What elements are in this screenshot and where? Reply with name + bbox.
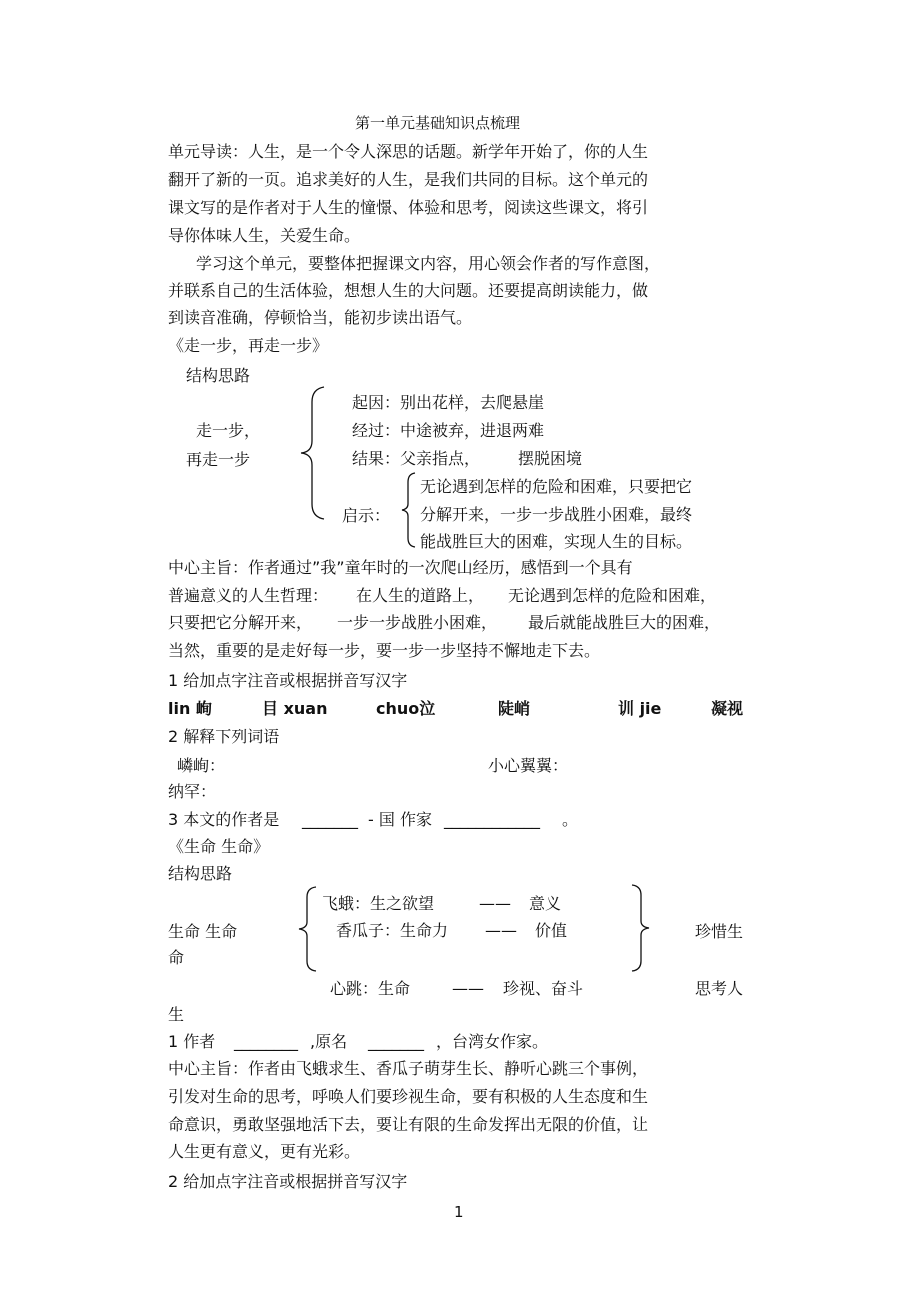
lesson2-row-dash: —— (452, 979, 484, 998)
lesson1-q2-title: 2 解释下列词语 (168, 727, 280, 746)
lesson1-branch-result: 结果：父亲指点， (352, 449, 481, 468)
page-number: 1 (454, 1203, 464, 1221)
lesson1-theme-line: 一步一步战胜小困难， (337, 613, 498, 632)
lesson2-row-dash: —— (485, 921, 517, 940)
page-title: 第一单元基础知识点梳理 (355, 114, 521, 132)
lesson1-main-brace (298, 386, 328, 520)
intro-line: 导你体味人生，关爱生命。 (168, 226, 361, 245)
author-blank[interactable]: _______ (302, 810, 358, 829)
lesson1-insight-line: 无论遇到怎样的危险和困难，只要把它 (420, 477, 693, 496)
author-blank[interactable]: ________ (234, 1032, 298, 1051)
pinyin-item: 训 jie (618, 699, 662, 718)
lesson2-right-text: 珍惜生 (695, 922, 744, 941)
pinyin-item: chuo泣 (376, 699, 436, 718)
lesson2-row-heartbeat: 心跳：生命 (330, 979, 411, 998)
lesson2-row-cherish: 珍视、奋斗 (503, 979, 584, 998)
lesson1-theme-line: 普遍意义的人生哲理： (168, 586, 329, 605)
lesson1-theme-line: 中心主旨：作者通过”我”童年时的一次爬山经历，感悟到一个具有 (168, 558, 633, 577)
lesson2-right-text: 思考人 (695, 979, 744, 998)
lesson2-q2-title: 2 给加点字注音或根据拼音写汉字 (168, 1172, 408, 1191)
lesson1-insight-brace (400, 472, 418, 548)
lesson1-root: 再走一步 (186, 450, 251, 469)
lesson1-structure-label: 结构思路 (186, 366, 251, 385)
lesson2-structure-label: 结构思路 (168, 864, 233, 883)
lesson1-theme-line: 无论遇到怎样的危险和困难， (508, 586, 717, 605)
original-name-blank[interactable]: _______ (368, 1032, 424, 1051)
lesson1-q1-title: 1 给加点字注音或根据拼音写汉字 (168, 671, 408, 690)
lesson2-theme-line: 中心主旨：作者由飞蛾求生、香瓜子萌芽生长、静听心跳三个事例， (168, 1059, 649, 1078)
lesson2-q1-prefix: 1 作者 (168, 1032, 216, 1051)
lesson2-root: 生命 生命 (168, 922, 238, 941)
lesson2-row-dash: —— (479, 894, 511, 913)
lesson1-root: 走一步， (196, 421, 261, 440)
pinyin-item: 凝视 (711, 699, 744, 718)
lesson1-branch-cause: 起因：别出花样，去爬悬崖 (352, 393, 545, 412)
lesson1-insight-line: 能战胜巨大的困难，实现人生的目标。 (420, 532, 693, 551)
intro-line: 学习这个单元，要整体把握课文内容，用心领会作者的写作意图， (196, 254, 661, 273)
pinyin-item: 陡峭 (498, 699, 531, 718)
lesson2-row-seed: 香瓜子：生命力 (336, 921, 449, 940)
lesson2-row-meaning: 意义 (529, 894, 562, 913)
lesson2-theme-line: 命意识，勇敢坚强地活下去，要让有限的生命发挥出无限的价值，让 (168, 1115, 649, 1134)
lesson1-branch-process: 经过：中途被弃，进退两难 (352, 421, 545, 440)
lesson1-branch-result-2: 摆脱困境 (518, 449, 583, 468)
lesson1-theme-line: 只要把它分解开来， (168, 613, 313, 632)
lesson1-insight-label: 启示： (342, 506, 391, 525)
vocab-item: 嶙峋： (177, 756, 226, 775)
lesson2-q1-end: ，台湾女作家。 (436, 1032, 549, 1051)
lesson1-theme-line: 当然，重要的是走好每一步，要一步一步坚持不懈地走下去。 (168, 641, 601, 660)
vocab-item: 小心翼翼： (488, 756, 569, 775)
lesson1-insight-line: 分解开来，一步一步战胜小困难，最终 (420, 505, 693, 524)
lesson2-right-text: 生 (168, 1005, 185, 1024)
lesson1-q3-prefix: 3 本文的作者是 (168, 810, 280, 829)
pinyin-item: lin 峋 (168, 699, 212, 718)
pinyin-item: 目 xuan (262, 699, 328, 718)
lesson2-theme-line: 人生更有意义，更有光彩。 (168, 1142, 361, 1161)
vocab-item: 纳罕： (168, 782, 217, 801)
lesson2-q1-mid: ,原名 (310, 1032, 348, 1051)
lesson2-title: 《生命 生命》 (168, 837, 270, 856)
intro-line: 课文写的是作者对于人生的憧憬、体验和思考，阅读这些课文，将引 (168, 198, 649, 217)
lesson1-theme-line: 最后就能战胜巨大的困难， (528, 613, 721, 632)
intro-line: 翻开了新的一页。追求美好的人生，是我们共同的目标。这个单元的 (168, 170, 649, 189)
lesson1-q3-end: 。 (562, 810, 579, 829)
lesson2-row-moth: 飞蛾：生之欲望 (322, 894, 435, 913)
lesson1-title: 《走一步，再走一步》 (168, 336, 329, 355)
writer-blank[interactable]: ____________ (444, 810, 540, 829)
lesson2-root: 命 (168, 948, 185, 967)
intro-line: 并联系自己的生活体验，想想人生的大问题。还要提高朗读能力，做 (168, 281, 649, 300)
lesson2-right-brace (628, 884, 652, 972)
lesson2-left-brace (296, 886, 320, 972)
intro-line: 到读音准确，停顿恰当，能初步读出语气。 (168, 308, 473, 327)
lesson2-theme-line: 引发对生命的思考，呼唤人们要珍视生命，要有积极的人生态度和生 (168, 1087, 649, 1106)
lesson1-q3-mid: - 国 作家 (368, 810, 432, 829)
lesson2-row-value: 价值 (535, 921, 568, 940)
intro-line: 单元导读：人生，是一个令人深思的话题。新学年开始了，你的人生 (168, 142, 649, 161)
lesson1-theme-line: 在人生的道路上， (356, 586, 485, 605)
